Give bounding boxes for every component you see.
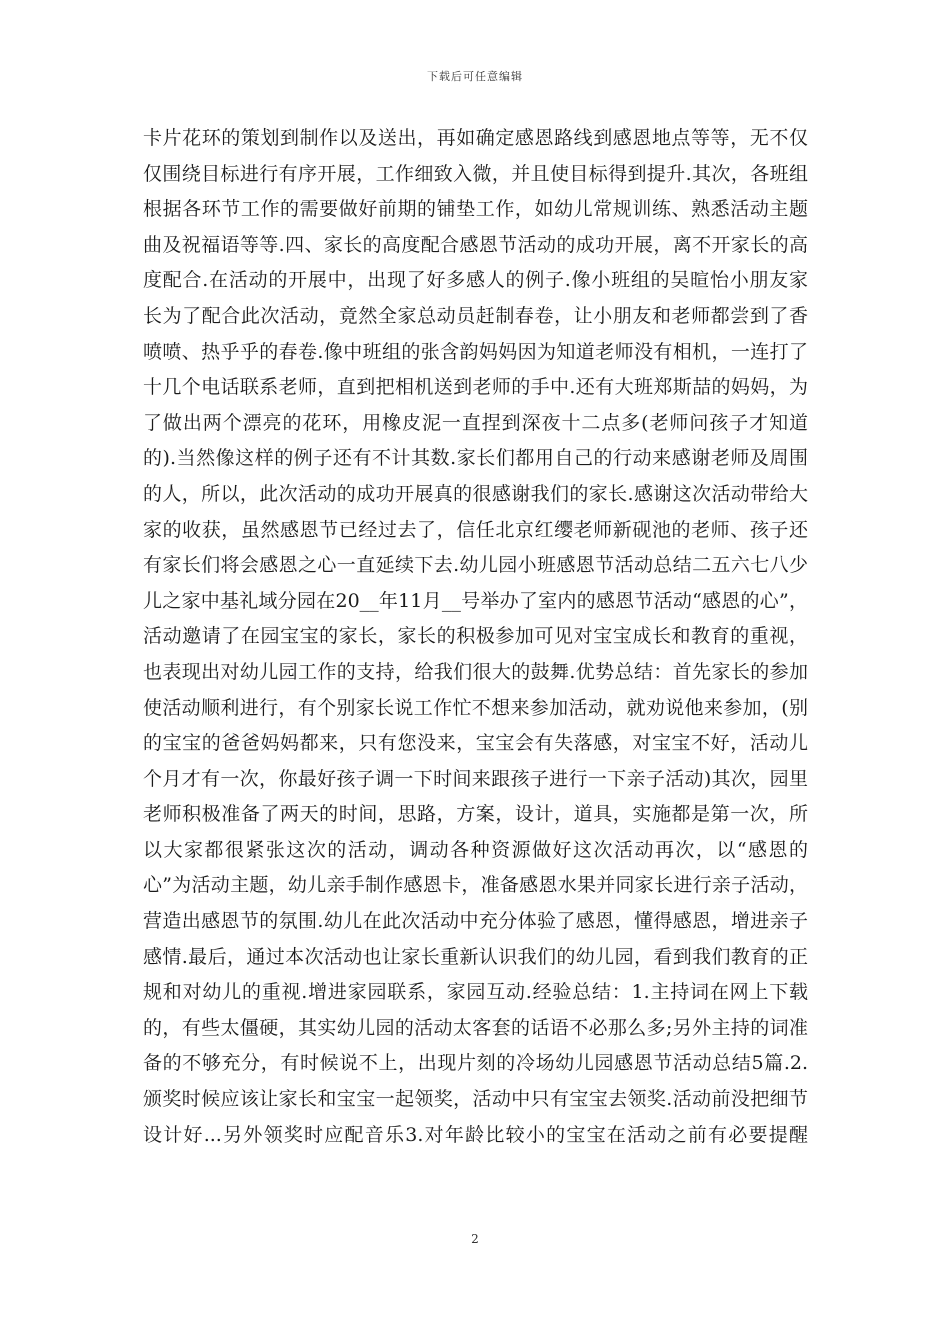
body-line: 根据各环节工作的需要做好前期的铺垫工作，如幼儿常规训练、熟悉活动主题	[143, 198, 808, 221]
body-line: 十几个电话联系老师，直到把相机送到老师的手中.还有大班郑斯喆的妈妈，为	[143, 376, 808, 399]
body-line: 了做出两个漂亮的花环，用橡皮泥一直捏到深夜十二点多(老师问孩子才知道	[143, 411, 808, 434]
body-line: 心”为活动主题，幼儿亲手制作感恩卡，准备感恩水果并同家长进行亲子活动，	[143, 874, 808, 897]
body-line: 喷喷、热乎乎的春卷.像中班组的张含韵妈妈因为知道老师没有相机，一连打了	[143, 340, 808, 363]
body-line: 家的收获，虽然感恩节已经过去了，信任北京红缨老师新砚池的老师、孩子还	[143, 518, 808, 541]
body-line: 使活动顺利进行，有个别家长说工作忙不想来参加活动，就劝说他来参加，(别	[143, 696, 808, 719]
body-line: 的，有些太僵硬，其实幼儿园的活动太客套的话语不必那么多;另外主持的词准	[143, 1016, 808, 1039]
body-line: 老师积极准备了两天的时间，思路，方案，设计，道具，实施都是第一次，所	[143, 803, 808, 826]
body-line: 曲及祝福语等等.四、家长的高度配合感恩节活动的成功开展，离不开家长的高	[143, 233, 808, 256]
body-line: 仅围绕目标进行有序开展，工作细致入微，并且使目标得到提升.其次，各班组	[143, 162, 808, 185]
body-line: 备的不够充分，有时候说不上，出现片刻的冷场幼儿园感恩节活动总结5篇.2.	[143, 1052, 808, 1075]
page-number: 2	[471, 1232, 479, 1246]
body-line: 的宝宝的爸爸妈妈都来，只有您没来，宝宝会有失落感，对宝宝不好，活动儿	[143, 732, 808, 755]
body-line: 以大家都很紧张这次的活动，调动各种资源做好这次活动再次，以“感恩的	[143, 838, 808, 861]
body-line: 长为了配合此次活动，竟然全家总动员赶制春卷，让小朋友和老师都尝到了香	[143, 304, 808, 327]
body-line: 营造出感恩节的氛围.幼儿在此次活动中充分体验了感恩，懂得感恩，增进亲子	[143, 910, 808, 933]
body-line: 儿之家中基礼域分园在20__年11月__号举办了室内的感恩节活动“感恩的心”，	[143, 589, 808, 612]
body-line: 个月才有一次，你最好孩子调一下时间来跟孩子进行一下亲子活动)其次，园里	[143, 767, 808, 790]
body-line: 活动邀请了在园宝宝的家长，家长的积极参加可见对宝宝成长和教育的重视，	[143, 625, 808, 648]
body-line: 设计好...另外领奖时应配音乐3.对年龄比较小的宝宝在活动之前有必要提醒	[143, 1123, 808, 1146]
body-line: 有家长们将会感恩之心一直延续下去.幼儿园小班感恩节活动总结二五六七八少	[143, 554, 808, 577]
body-line: 卡片花环的策划到制作以及送出，再如确定感恩路线到感恩地点等等，无不仅	[143, 127, 808, 149]
document-body	[143, 121, 808, 1153]
body-line: 也表现出对幼儿园工作的支持，给我们很大的鼓舞.优势总结：首先家长的参加	[143, 660, 808, 683]
body-line: 规和对幼儿的重视.增进家园联系，家园互动.经验总结：1.主持词在网上下载	[143, 981, 808, 1004]
body-line: 的).当然像这样的例子还有不计其数.家长们都用自己的行动来感谢老师及周围	[143, 447, 808, 470]
body-line: 颁奖时候应该让家长和宝宝一起领奖，活动中只有宝宝去领奖.活动前没把细节	[143, 1088, 808, 1111]
page-header: 下载后可任意编辑	[427, 70, 523, 83]
body-line: 感情.最后，通过本次活动也让家长重新认识我们的幼儿园，看到我们教育的正	[143, 945, 808, 968]
body-line: 度配合.在活动的开展中，出现了好多感人的例子.像小班组的吴暄怡小朋友家	[143, 269, 808, 292]
body-line: 的人，所以，此次活动的成功开展真的很感谢我们的家长.感谢这次活动带给大	[143, 482, 808, 505]
